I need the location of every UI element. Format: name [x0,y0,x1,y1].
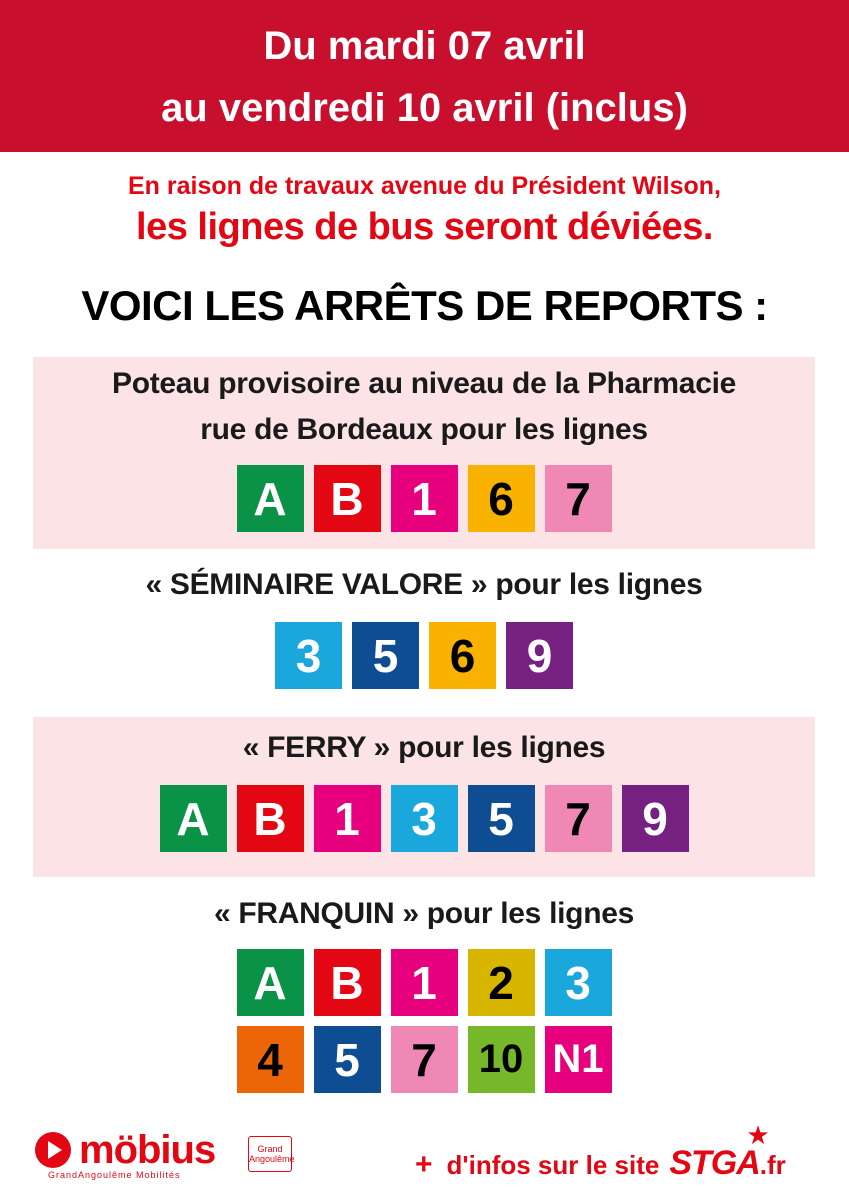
line-badge-5: 5 [468,785,535,852]
line-badge-a: A [237,465,304,532]
stop-section-pharmacie [33,357,815,549]
section-title: « SÉMINAIRE VALORE » pour les lignes [145,568,703,601]
line-badges [33,949,815,1016]
banner-line-1: Du mardi 07 avril [263,24,586,68]
line-badges [33,465,815,532]
line-badges [33,785,815,852]
section-title-line-2: rue de Bordeaux pour les lignes [200,413,648,446]
intro-line-1: En raison de travaux avenue du Président Wilson, [128,172,721,200]
line-badge-a: A [160,785,227,852]
line-badge-5: 5 [314,1026,381,1093]
line-badge-1: 1 [391,465,458,532]
line-badges-row-2 [33,1026,815,1093]
line-badge-b: B [237,785,304,852]
line-badge-5: 5 [352,622,419,689]
grand-angouleme-logo: Grand Angoulême [248,1136,292,1172]
more-info-line [415,1120,786,1182]
line-badge-7: 7 [391,1026,458,1093]
line-badge-9: 9 [506,622,573,689]
more-info-text: d'infos sur le site [446,1150,660,1180]
site-suffix: .fr [759,1150,786,1180]
stop-section-seminaire-valore [33,558,815,708]
line-badge-1: 1 [391,949,458,1016]
stga-logo[interactable] [669,1120,769,1182]
line-badge-b: B [314,949,381,1016]
line-badge-1: 1 [314,785,381,852]
banner-line-2: au vendredi 10 avril (inclus) [161,86,688,130]
page-heading: VOICI LES ARRÊTS DE REPORTS : [81,282,768,329]
line-badge-10: 10 [468,1026,535,1093]
line-badge-2: 2 [468,949,535,1016]
line-badge-6: 6 [468,465,535,532]
person-star-icon: ★ [746,1120,769,1150]
date-banner [0,0,849,152]
line-badge-a: A [237,949,304,1016]
line-badge-3: 3 [391,785,458,852]
line-badge-3: 3 [545,949,612,1016]
line-badge-7: 7 [545,785,612,852]
stop-section-franquin [33,887,815,1097]
stop-section-ferry [33,717,815,877]
line-badge-9: 9 [622,785,689,852]
line-badge-n1: N1 [545,1026,612,1093]
stga-brand: STGA [669,1144,760,1182]
line-badge-3: 3 [275,622,342,689]
section-title: « FERRY » pour les lignes [242,731,606,764]
line-badge-b: B [314,465,381,532]
line-badges [33,622,815,689]
mobius-logo [35,1130,215,1170]
line-badge-7: 7 [545,465,612,532]
line-badge-6: 6 [429,622,496,689]
intro-line-2: les lignes de bus seront déviées. [136,206,713,248]
section-title: « FRANQUIN » pour les lignes [213,897,634,930]
mobius-subtitle: GrandAngoulême Mobilités [48,1170,181,1180]
play-icon [35,1132,71,1168]
mobius-brand: möbius [79,1128,216,1172]
plus-sign: + [415,1148,433,1181]
line-badge-4: 4 [237,1026,304,1093]
section-title-line-1: Poteau provisoire au niveau de la Pharmacie [111,367,736,400]
